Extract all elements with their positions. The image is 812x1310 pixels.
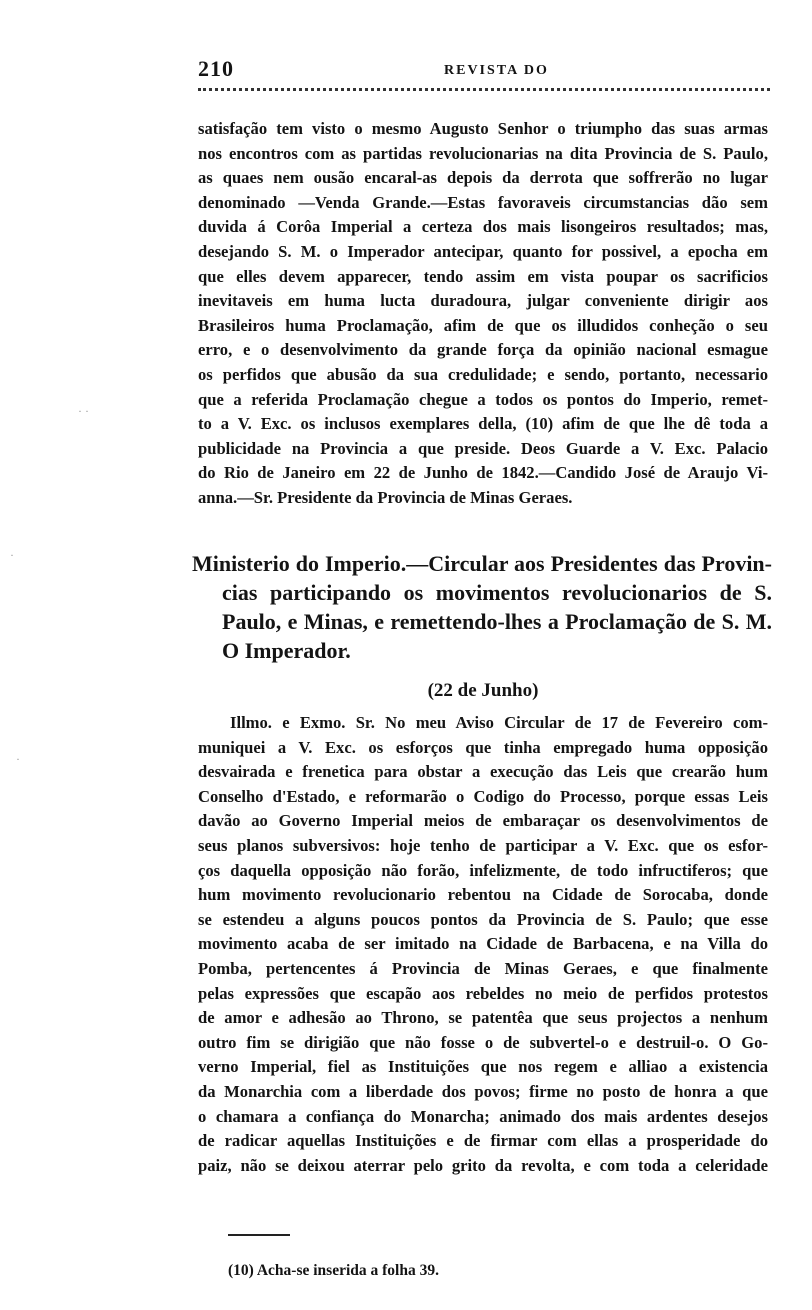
text-line: do Rio de Janeiro em 22 de Junho de 1842.—Candido José de Araujo Vi- — [198, 463, 768, 483]
heading-line: O Imperador. — [222, 638, 351, 663]
section-heading — [192, 549, 772, 665]
text-line: Pomba, pertencentes á Provincia de Minas Geraes, e que finalmente — [198, 958, 768, 978]
text-line: que elles devem apparecer, tendo assim em vista poupar os sacrificios — [198, 266, 768, 286]
heading-line: Ministerio do Imperio.—Circular aos Presidentes das Provin- — [192, 551, 772, 576]
text-line: publicidade na Provincia a que preside. Deos Guarde a V. Exc. Palacio — [198, 438, 768, 458]
text-line: inevitaveis em huma lucta duradoura, julgar conveniente dirigir aos — [198, 291, 768, 311]
text-line: duvida á Corôa Imperial a certeza dos mais lisongeiros resultados; mas, — [198, 217, 768, 237]
text-line: Illmo. e Exmo. Sr. No meu Aviso Circular de 17 de Fevereiro com- — [230, 713, 768, 732]
text-line: satisfação tem visto o mesmo Augusto Senhor o triumpho das suas armas — [198, 119, 768, 138]
text-line: de radicar aquellas Instituições e de firmar com ellas a prosperidade do — [198, 1131, 768, 1151]
text-line: Brasileiros huma Proclamação, afim de que os illudidos conheção o seu — [198, 315, 768, 335]
paragraph-1 — [198, 117, 768, 511]
running-title: REVISTA DO — [444, 63, 549, 78]
text-line: nos encontros com as partidas revolucionarias na dita Provincia de S. Paulo, — [198, 143, 768, 163]
text-line: da Monarchia com a liberdade dos povos; firme no posto de honra a que — [198, 1081, 768, 1101]
text-line: ços daquella opposição não forão, infelizmente, de todo infructiferos; que — [198, 860, 768, 880]
heading-line: cias participando os movimentos revolucionarios de S. — [222, 580, 772, 605]
heading-line: Paulo, e Minas, e remettendo-lhes a Proclamação de S. M. — [222, 609, 772, 634]
text-line: se estendeu a alguns poucos pontos da Provincia de S. Paulo; que esse — [198, 909, 768, 929]
margin-speck: · · — [78, 404, 89, 418]
date-line: (22 de Junho) — [427, 680, 539, 701]
text-line: verno Imperial, fiel as Instituições que nos regem e alliao a existencia — [198, 1057, 768, 1077]
text-line: hum movimento revolucionario rebentou na Cidade de Sorocaba, donde — [198, 885, 768, 905]
text-line: pelas expressões que escapão aos rebeldes no meio de perfidos protestos — [198, 983, 768, 1003]
text-line: erro, e o desenvolvimento da grande força da opinião nacional esmague — [198, 340, 768, 360]
text-line: desejando S. M. o Imperador antecipar, quanto for possivel, a epocha em — [198, 241, 768, 261]
text-line: seus planos subversivos: hoje tenho de participar a V. Exc. que os esfor- — [198, 835, 768, 855]
page-number: 210 — [198, 56, 234, 81]
text-line: de amor e adhesão ao Throno, se patentêa que seus projectos a nenhum — [198, 1008, 768, 1028]
text-line: desvairada e frenetica para obstar a execução das Leis que crearão hum — [198, 762, 768, 782]
margin-speck: · — [16, 752, 20, 766]
text-line: denominado —Venda Grande.—Estas favoraveis circumstancias dão sem — [198, 192, 768, 212]
text-line: muniquei a V. Exc. os esforços que tinha empregado huma opposição — [198, 737, 768, 757]
text-line: anna.—Sr. Presidente da Provincia de Minas Geraes. — [198, 487, 573, 507]
text-line: movimento acaba de ser imitado na Cidade de Barbacena, e na Villa do — [198, 934, 768, 954]
text-line: as quaes nem ousão encaral-as depois da derrota que soffrerão no lugar — [198, 168, 768, 188]
text-line: o chamara a confiança do Monarcha; animado dos mais ardentes desejos — [198, 1106, 768, 1126]
text-line: os perfidos que abusão da sua credulidade; e sendo, portanto, necessario — [198, 364, 768, 384]
margin-speck: · — [10, 548, 14, 562]
text-line: davão ao Governo Imperial meios de embaraçar os desenvolvimentos de — [198, 811, 768, 831]
footnote-rule — [228, 1234, 290, 1236]
header-rule — [198, 88, 770, 91]
footnote: (10) Acha-se inserida a folha 39. — [228, 1262, 439, 1279]
page-header — [198, 54, 770, 84]
text-line: paiz, não se deixou aterrar pelo grito da revolta, e com toda a celeridade — [198, 1155, 768, 1175]
text-line: Conselho d'Estado, e reformarão o Codigo do Processo, porque essas Leis — [198, 786, 768, 806]
text-line: outro fim se dirigião que não fosse o de subvertel-o e destruil-o. O Go- — [198, 1032, 768, 1052]
paragraph-2 — [198, 711, 768, 1178]
text-line: to a V. Exc. os inclusos exemplares della, (10) afim de que lhe dê toda a — [198, 414, 768, 434]
text-line: que a referida Proclamação chegue a todos os pontos do Imperio, remet- — [198, 389, 768, 409]
